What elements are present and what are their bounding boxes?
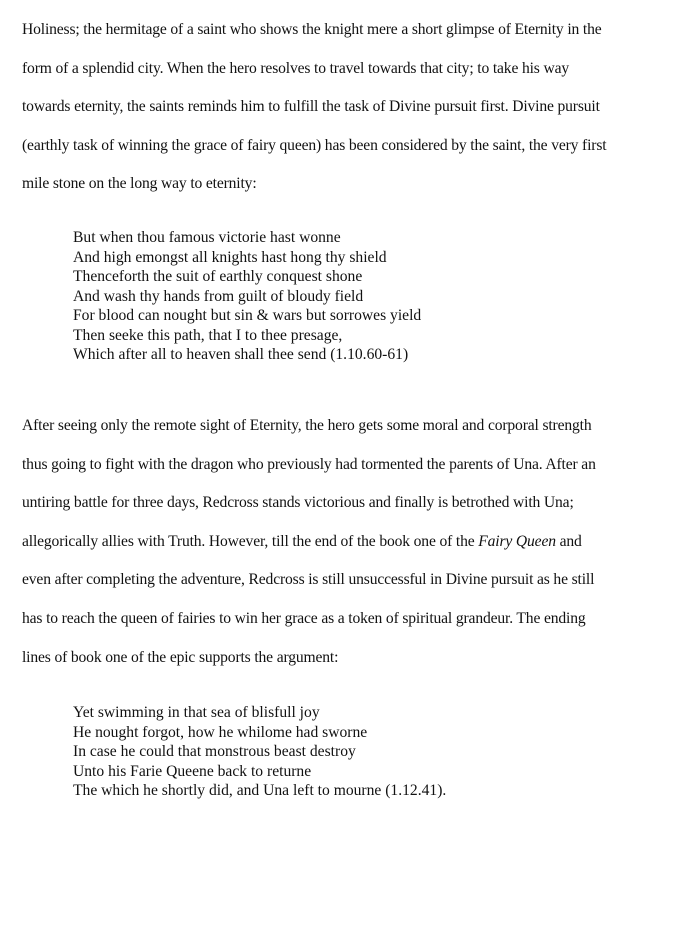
verse-line: Which after all to heaven shall thee send (1.10.60-61) xyxy=(73,346,409,363)
text-line: Holiness; the hermitage of a saint who shows the knight mere a short glimpse of Eternity in the xyxy=(22,21,602,38)
verse-line: Yet swimming in that sea of blisfull joy xyxy=(73,704,320,721)
book-title-italic: Fairy Queen xyxy=(478,532,556,550)
verse-line: Unto his Farie Queene back to returne xyxy=(73,762,312,780)
text-line: towards eternity, the saints reminds him to fulfill the task of Divine pursuit first. Divine pursuit xyxy=(22,98,600,116)
text-line: lines of book one of the epic supports the argument: xyxy=(22,648,339,666)
text-line-with-title xyxy=(22,523,692,562)
text-line: untiring battle for three days, Redcross stands victorious and finally is betrothed with Una; xyxy=(22,494,574,512)
text-line: even after completing the adventure, Redcross is still unsuccessful in Divine pursuit as he still xyxy=(22,571,595,589)
text-segment: and xyxy=(555,532,582,550)
verse-line: And high emongst all knights hast hong thy shield xyxy=(73,248,387,266)
paragraph-2 xyxy=(22,407,692,677)
text-line: mile stone on the long way to eternity: xyxy=(22,175,257,193)
verse-line: The which he shortly did, and Una left to mourne (1.12.41). xyxy=(73,782,447,799)
verse-line: Thenceforth the suit of earthly conquest shone xyxy=(73,268,363,285)
text-line: After seeing only the remote sight of Eternity, the hero gets some moral and corporal strength xyxy=(22,417,592,434)
block-quote-verse-2 xyxy=(73,703,446,801)
verse-line: And wash thy hands from guilt of bloudy field xyxy=(73,287,364,305)
text-line: thus going to fight with the dragon who previously had tormented the parents of Una. After an xyxy=(22,455,596,473)
paragraph-1 xyxy=(22,11,692,204)
text-segment: allegorically allies with Truth. However, till the end of the book one of the xyxy=(22,532,479,550)
text-line: form of a splendid city. When the hero resolves to travel towards that city; to take his way xyxy=(22,59,569,77)
verse-line: For blood can nought but sin & wars but sorrowes yield xyxy=(73,307,422,324)
text-line: (earthly task of winning the grace of fairy queen) has been considered by the saint, the very first xyxy=(22,136,607,154)
block-quote-verse-1 xyxy=(73,228,421,365)
verse-line: In case he could that monstrous beast destroy xyxy=(73,743,356,760)
text-line: has to reach the queen of fairies to win her grace as a token of spiritual grandeur. The ending xyxy=(22,609,586,627)
verse-line: Then seeke this path, that I to thee presage, xyxy=(73,326,343,344)
verse-line: But when thou famous victorie hast wonne xyxy=(73,229,341,246)
verse-line: He nought forgot, how he whilome had sworne xyxy=(73,723,368,741)
